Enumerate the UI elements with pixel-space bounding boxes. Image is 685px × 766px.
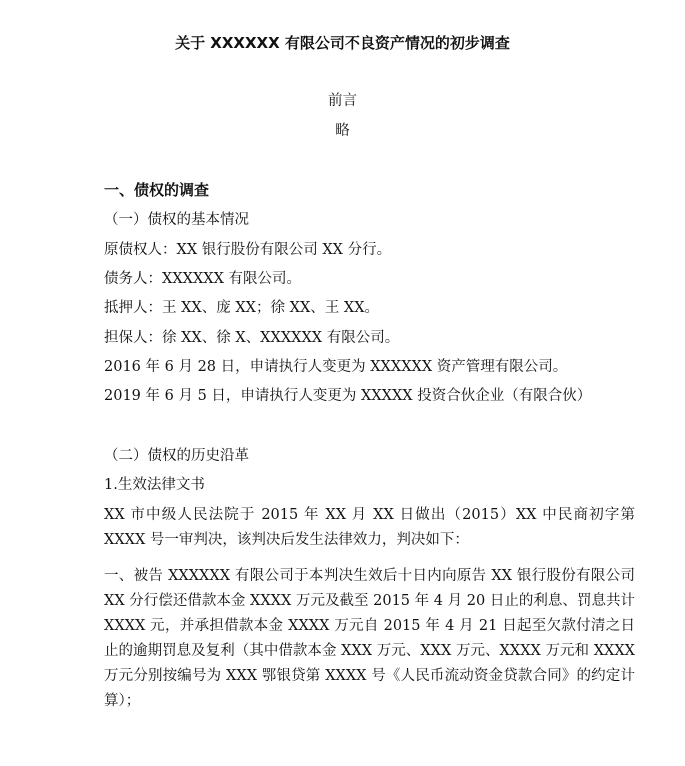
- section-heading-creditor-investigation: 一、债权的调查: [104, 181, 210, 199]
- mortgagors-line: 抵押人：王 XX、庞 XX；徐 XX、王 XX。: [104, 300, 380, 316]
- item-heading-legal-documents: 1.生效法律文书: [104, 477, 205, 493]
- subsection-heading-basic-info: （一）债权的基本情况: [104, 212, 249, 228]
- original-creditor-line: 原债权人：XX 银行股份有限公司 XX 分行。: [104, 242, 392, 258]
- debtor-line: 债务人：XXXXXX 有限公司。: [104, 271, 302, 287]
- executor-change-2019-line: 2019 年 6 月 5 日，申请执行人变更为 XXXXX 投资合伙企业（有限合伙）: [104, 388, 592, 404]
- preface-label: 前言: [328, 93, 357, 109]
- executor-change-2016-line: 2016 年 6 月 28 日，申请执行人变更为 XXXXXX 资产管理有限公司。: [104, 359, 568, 375]
- subsection-heading-history: （二）债权的历史沿革: [104, 448, 249, 464]
- ruling-paragraph: 一、被告 XXXXXX 有限公司于本判决生效后十日内向原告 XX 银行股份有限公司 XX 分行偿还借款本金 XXXX 万元及截至 2015 年 4 月 20 日止的利息、罚息共计 XXXX 元，并承担借款本金 XXXX 万元自 2015 年 4 月 21 日起至欠款付清之日止的逾期罚息及复利（其中借款本金 XXX 万元、XXX 万元、XXXX 万元和 XXXX 万元分别按编号为 XXX 鄂银贷第 XXXX 号《人民币流动资金贷款合同》的约定计算）；: [104, 568, 635, 709]
- document-title: 关于 XXXXXX 有限公司不良资产情况的初步调查: [175, 34, 510, 52]
- judgment-paragraph: XX 市中级人民法院于 2015 年 XX 月 XX 日做出（2015）XX 中民商初字第 XXXX 号一审判决，该判决后发生法律效力，判决如下：: [104, 507, 635, 548]
- preface-body: 略: [335, 123, 350, 139]
- guarantors-line: 担保人：徐 XX、徐 X、XXXXXX 有限公司。: [104, 330, 400, 346]
